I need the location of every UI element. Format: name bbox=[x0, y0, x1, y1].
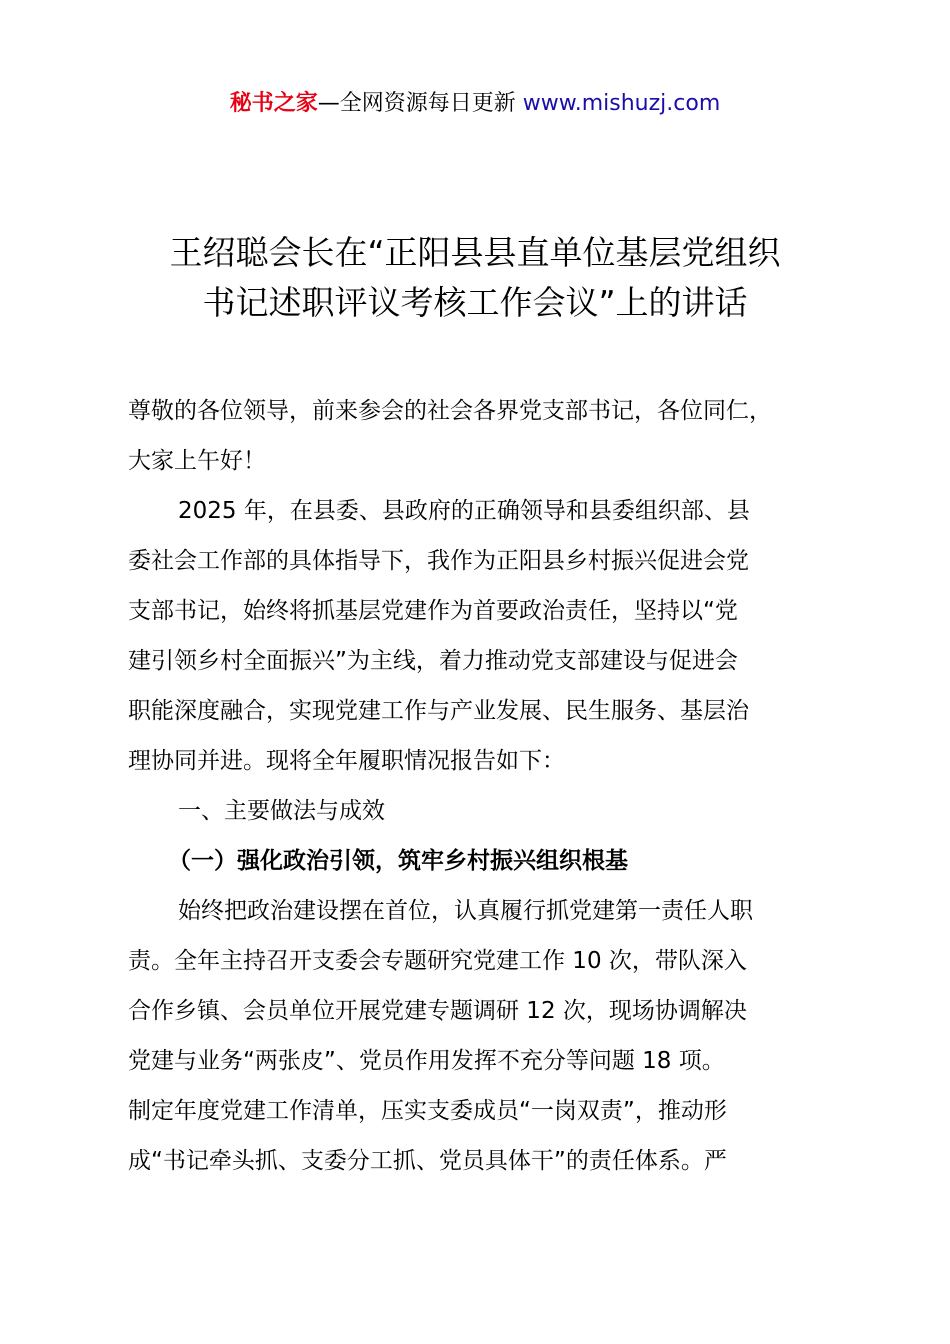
document-title bbox=[60, 228, 890, 328]
paragraph-line: 职能深度融合，实现党建工作与产业发展、民生服务、基层治 bbox=[128, 698, 749, 724]
paragraph-line: 建引领乡村全面振兴”为主线，着力推动党支部建设与促进会 bbox=[128, 648, 738, 674]
greeting-line-2: 大家上午好！ bbox=[128, 448, 266, 474]
paragraph-political bbox=[128, 886, 852, 1186]
paragraph-line: 理协同并进。现将全年履职情况报告如下： bbox=[128, 748, 565, 774]
paragraph-line: 合作乡镇、会员单位开展党建专题调研 12 次，现场协调解决 bbox=[128, 998, 747, 1024]
site-header bbox=[0, 86, 950, 122]
paragraph-line: 成“书记牵头抓、支委分工抓、党员具体干”的责任体系。严 bbox=[128, 1148, 727, 1174]
greeting-line-1: 尊敬的各位领导，前来参会的社会各界党支部书记，各位同仁， bbox=[128, 398, 772, 424]
section-heading: 一、主要做法与成效 bbox=[178, 798, 385, 824]
title-line-1: 王绍聪会长在“正阳县县直单位基层党组织 bbox=[169, 233, 781, 272]
paragraph-line: 委社会工作部的具体指导下，我作为正阳县乡村振兴促进会党 bbox=[128, 548, 749, 574]
site-brand: 秘书之家 bbox=[229, 91, 318, 116]
paragraph-line: 支部书记，始终将抓基层党建作为首要政治责任，坚持以“党 bbox=[128, 598, 738, 624]
paragraph-line: 党建与业务“两张皮”、党员作用发挥不充分等问题 18 项。 bbox=[128, 1048, 725, 1074]
site-url-link[interactable]: www.mishuzj.com bbox=[522, 91, 721, 116]
paragraph-line: 责。全年主持召开支委会专题研究党建工作 10 次，带队深入 bbox=[128, 948, 747, 974]
paragraph-line: 制定年度党建工作清单，压实支委成员“一岗双责”，推动形 bbox=[128, 1098, 727, 1124]
paragraph-line: 2025 年，在县委、县政府的正确领导和县委组织部、县 bbox=[178, 498, 750, 524]
document-body bbox=[128, 386, 852, 1186]
header-separator: — bbox=[317, 91, 340, 116]
title-line-2: 书记述职评议考核工作会议”上的讲话 bbox=[202, 283, 748, 322]
paragraph-intro bbox=[128, 486, 852, 786]
header-slogan: 全网资源每日更新 bbox=[339, 91, 516, 116]
subsection-heading: （一）强化政治引领，筑牢乡村振兴组织根基 bbox=[168, 848, 628, 874]
paragraph-line: 始终把政治建设摆在首位，认真履行抓党建第一责任人职 bbox=[178, 898, 753, 924]
greeting bbox=[128, 386, 852, 486]
